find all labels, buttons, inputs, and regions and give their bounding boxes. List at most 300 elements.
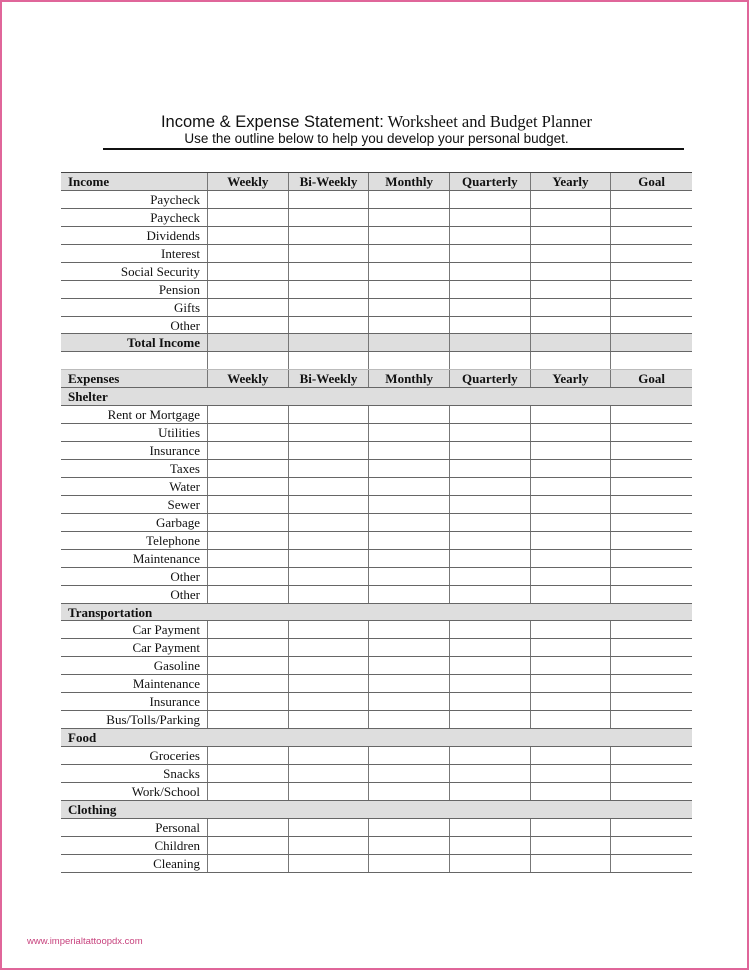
category-fill <box>531 604 612 621</box>
amount-cell[interactable] <box>289 209 370 226</box>
amount-cell[interactable] <box>531 245 612 262</box>
amount-cell[interactable] <box>208 639 289 656</box>
amount-cell[interactable] <box>531 496 612 513</box>
table-row <box>61 460 692 478</box>
amount-cell[interactable] <box>450 819 531 836</box>
amount-cell[interactable] <box>289 245 370 262</box>
amount-cell[interactable] <box>289 299 370 316</box>
amount-cell[interactable] <box>208 496 289 513</box>
amount-cell[interactable] <box>450 568 531 585</box>
amount-cell[interactable] <box>289 191 370 208</box>
amount-cell[interactable] <box>531 209 612 226</box>
table-row <box>61 209 692 227</box>
table-row <box>61 621 692 639</box>
amount-cell[interactable] <box>208 621 289 638</box>
category-fill <box>289 801 370 818</box>
column-header: Quarterly <box>450 173 531 190</box>
amount-cell[interactable] <box>531 855 612 872</box>
category-fill <box>369 729 450 746</box>
amount-cell[interactable] <box>611 334 692 351</box>
amount-cell[interactable] <box>369 586 450 603</box>
category-fill <box>289 604 370 621</box>
amount-cell[interactable] <box>531 263 612 280</box>
amount-cell[interactable] <box>450 550 531 567</box>
row-label: Utilities <box>61 424 208 441</box>
category-fill <box>450 729 531 746</box>
amount-cell[interactable] <box>289 334 370 351</box>
amount-cell[interactable] <box>450 406 531 423</box>
table-row <box>61 747 692 765</box>
row-label: Maintenance <box>61 675 208 692</box>
title-secondary: Worksheet and Budget Planner <box>387 112 593 131</box>
amount-cell[interactable] <box>208 227 289 244</box>
category-fill <box>208 801 289 818</box>
amount-cell[interactable] <box>611 783 692 800</box>
amount-cell[interactable] <box>531 837 612 854</box>
table-row <box>61 550 692 568</box>
amount-cell[interactable] <box>531 639 612 656</box>
category-fill <box>208 729 289 746</box>
amount-cell[interactable] <box>531 675 612 692</box>
amount-cell[interactable] <box>369 747 450 764</box>
amount-cell[interactable] <box>450 783 531 800</box>
category-row <box>61 388 692 406</box>
amount-cell[interactable] <box>450 263 531 280</box>
amount-cell[interactable] <box>289 352 370 369</box>
amount-cell[interactable] <box>611 514 692 531</box>
amount-cell[interactable] <box>611 693 692 710</box>
amount-cell[interactable] <box>369 245 450 262</box>
amount-cell[interactable] <box>208 209 289 226</box>
amount-cell[interactable] <box>208 568 289 585</box>
amount-cell[interactable] <box>450 747 531 764</box>
amount-cell[interactable] <box>369 478 450 495</box>
category-fill <box>611 729 692 746</box>
amount-cell[interactable] <box>531 532 612 549</box>
row-label: Social Security <box>61 263 208 280</box>
title-main: Income & Expense Statement: <box>160 113 384 131</box>
row-label: Expenses <box>61 370 208 387</box>
amount-cell[interactable] <box>611 621 692 638</box>
amount-cell[interactable] <box>369 532 450 549</box>
column-header: Goal <box>638 371 665 387</box>
amount-cell[interactable] <box>289 621 370 638</box>
amount-cell[interactable] <box>531 478 612 495</box>
amount-cell[interactable] <box>369 334 450 351</box>
amount-cell[interactable] <box>531 819 612 836</box>
amount-cell[interactable] <box>369 765 450 782</box>
row-label: Other <box>61 317 208 334</box>
row-label: Gasoline <box>61 657 208 674</box>
amount-cell[interactable] <box>289 532 370 549</box>
amount-cell[interactable] <box>531 711 612 728</box>
table-row <box>61 693 692 711</box>
table-row <box>61 711 692 729</box>
amount-cell[interactable] <box>531 191 612 208</box>
amount-cell[interactable] <box>531 657 612 674</box>
category-fill <box>611 604 692 621</box>
row-label: Rent or Mortgage <box>61 406 208 423</box>
amount-cell[interactable] <box>611 639 692 656</box>
table-row <box>61 317 692 335</box>
row-label: Water <box>61 478 208 495</box>
table-row <box>61 657 692 675</box>
table-row <box>61 568 692 586</box>
amount-cell[interactable] <box>208 281 289 298</box>
amount-cell[interactable] <box>531 334 612 351</box>
amount-cell[interactable] <box>450 496 531 513</box>
amount-cell[interactable] <box>208 693 289 710</box>
row-label: Personal <box>61 819 208 836</box>
amount-cell[interactable] <box>289 568 370 585</box>
amount-cell[interactable] <box>531 514 612 531</box>
amount-cell[interactable] <box>611 747 692 764</box>
amount-cell[interactable] <box>531 621 612 638</box>
amount-cell[interactable] <box>369 855 450 872</box>
amount-cell[interactable] <box>208 317 289 334</box>
amount-cell[interactable] <box>450 424 531 441</box>
table-row <box>61 281 692 299</box>
amount-cell[interactable] <box>531 460 612 477</box>
row-label: Clothing <box>68 801 117 817</box>
category-row <box>61 801 692 819</box>
table-row <box>61 406 692 424</box>
amount-cell[interactable] <box>208 352 289 369</box>
amount-cell[interactable] <box>289 855 370 872</box>
row-label: Food <box>68 730 97 746</box>
amount-cell[interactable] <box>450 442 531 459</box>
amount-cell[interactable] <box>369 621 450 638</box>
amount-cell[interactable] <box>611 281 692 298</box>
row-label: Bus/Tolls/Parking <box>61 711 208 728</box>
amount-cell[interactable] <box>208 550 289 567</box>
amount-cell[interactable] <box>611 550 692 567</box>
amount-cell[interactable] <box>611 263 692 280</box>
amount-cell[interactable] <box>289 317 370 334</box>
row-label <box>61 352 208 369</box>
row-label: Sewer <box>61 496 208 513</box>
amount-cell[interactable] <box>369 514 450 531</box>
amount-cell[interactable] <box>208 406 289 423</box>
amount-cell[interactable] <box>450 675 531 692</box>
row-label: Dividends <box>61 227 208 244</box>
row-label: Shelter <box>68 389 108 405</box>
amount-cell[interactable] <box>289 765 370 782</box>
amount-cell[interactable] <box>531 299 612 316</box>
amount-cell[interactable] <box>289 550 370 567</box>
row-label: Snacks <box>61 765 208 782</box>
amount-cell[interactable] <box>289 711 370 728</box>
amount-cell[interactable] <box>369 281 450 298</box>
category-fill <box>450 604 531 621</box>
amount-cell[interactable] <box>611 711 692 728</box>
table-row <box>61 532 692 550</box>
amount-cell[interactable] <box>208 460 289 477</box>
table-row <box>61 783 692 801</box>
table-row <box>61 245 692 263</box>
row-label: Insurance <box>61 442 208 459</box>
amount-cell[interactable] <box>289 496 370 513</box>
row-label: Car Payment <box>61 621 208 638</box>
amount-cell[interactable] <box>531 406 612 423</box>
amount-cell[interactable] <box>289 478 370 495</box>
amount-cell[interactable] <box>208 334 289 351</box>
amount-cell[interactable] <box>531 747 612 764</box>
amount-cell[interactable] <box>369 783 450 800</box>
amount-cell[interactable] <box>450 711 531 728</box>
amount-cell[interactable] <box>531 693 612 710</box>
amount-cell[interactable] <box>450 352 531 369</box>
amount-cell[interactable] <box>531 586 612 603</box>
amount-cell[interactable] <box>450 621 531 638</box>
amount-cell[interactable] <box>611 299 692 316</box>
page-title <box>2 112 749 132</box>
amount-cell[interactable] <box>450 460 531 477</box>
column-header: Bi-Weekly <box>289 370 370 387</box>
amount-cell[interactable] <box>208 819 289 836</box>
amount-cell[interactable] <box>450 299 531 316</box>
amount-cell[interactable] <box>450 227 531 244</box>
amount-cell[interactable] <box>611 191 692 208</box>
amount-cell[interactable] <box>208 837 289 854</box>
row-label: Cleaning <box>61 855 208 872</box>
amount-cell[interactable] <box>531 317 612 334</box>
amount-cell[interactable] <box>289 442 370 459</box>
amount-cell[interactable] <box>531 227 612 244</box>
amount-cell[interactable] <box>208 747 289 764</box>
row-label: Garbage <box>61 514 208 531</box>
amount-cell[interactable] <box>289 460 370 477</box>
amount-cell[interactable] <box>289 586 370 603</box>
amount-cell[interactable] <box>289 514 370 531</box>
amount-cell[interactable] <box>369 657 450 674</box>
amount-cell[interactable] <box>369 317 450 334</box>
row-label: Interest <box>61 245 208 262</box>
amount-cell[interactable] <box>208 765 289 782</box>
amount-cell[interactable] <box>289 227 370 244</box>
budget-table <box>61 172 692 873</box>
amount-cell[interactable] <box>289 406 370 423</box>
category-fill <box>289 729 370 746</box>
amount-cell[interactable] <box>611 765 692 782</box>
page-subtitle: Use the outline below to help you develop your personal budget. <box>184 131 569 146</box>
amount-cell[interactable] <box>611 675 692 692</box>
amount-cell[interactable] <box>289 693 370 710</box>
amount-cell[interactable] <box>208 675 289 692</box>
amount-cell[interactable] <box>611 586 692 603</box>
amount-cell[interactable] <box>369 442 450 459</box>
column-header: Bi-Weekly <box>289 173 370 190</box>
amount-cell[interactable] <box>289 675 370 692</box>
amount-cell[interactable] <box>369 263 450 280</box>
amount-cell[interactable] <box>611 532 692 549</box>
amount-cell[interactable] <box>611 227 692 244</box>
amount-cell[interactable] <box>450 532 531 549</box>
column-header: Yearly <box>531 370 612 387</box>
amount-cell[interactable] <box>611 317 692 334</box>
amount-cell[interactable] <box>289 783 370 800</box>
amount-cell[interactable] <box>611 837 692 854</box>
amount-cell[interactable] <box>450 209 531 226</box>
amount-cell[interactable] <box>450 657 531 674</box>
spacer-row <box>61 352 692 370</box>
amount-cell[interactable] <box>208 514 289 531</box>
amount-cell[interactable] <box>208 855 289 872</box>
amount-cell[interactable] <box>289 263 370 280</box>
amount-cell[interactable] <box>611 352 692 369</box>
amount-cell[interactable] <box>611 496 692 513</box>
table-row <box>61 191 692 209</box>
category-row <box>61 729 692 747</box>
amount-cell[interactable] <box>369 639 450 656</box>
amount-cell[interactable] <box>208 424 289 441</box>
amount-cell[interactable] <box>450 837 531 854</box>
amount-cell[interactable] <box>531 442 612 459</box>
amount-cell[interactable] <box>289 639 370 656</box>
amount-cell[interactable] <box>611 424 692 441</box>
category-fill <box>369 801 450 818</box>
amount-cell[interactable] <box>208 586 289 603</box>
amount-cell[interactable] <box>369 693 450 710</box>
title-divider <box>103 148 684 150</box>
column-header: Yearly <box>531 173 612 190</box>
amount-cell[interactable] <box>531 765 612 782</box>
amount-cell[interactable] <box>369 837 450 854</box>
category-fill <box>369 388 450 405</box>
amount-cell[interactable] <box>531 783 612 800</box>
amount-cell[interactable] <box>611 442 692 459</box>
table-row <box>61 586 692 604</box>
amount-cell[interactable] <box>208 442 289 459</box>
table-row <box>61 675 692 693</box>
amount-cell[interactable] <box>289 747 370 764</box>
table-row <box>61 819 692 837</box>
amount-cell[interactable] <box>369 406 450 423</box>
amount-cell[interactable] <box>450 281 531 298</box>
amount-cell[interactable] <box>450 765 531 782</box>
amount-cell[interactable] <box>450 317 531 334</box>
column-header: Weekly <box>208 370 289 387</box>
amount-cell[interactable] <box>369 460 450 477</box>
total-row <box>61 334 692 352</box>
amount-cell[interactable] <box>450 586 531 603</box>
amount-cell[interactable] <box>611 478 692 495</box>
amount-cell[interactable] <box>450 478 531 495</box>
amount-cell[interactable] <box>208 783 289 800</box>
amount-cell[interactable] <box>450 245 531 262</box>
column-header: Monthly <box>369 173 450 190</box>
amount-cell[interactable] <box>611 460 692 477</box>
amount-cell[interactable] <box>289 837 370 854</box>
amount-cell[interactable] <box>369 496 450 513</box>
amount-cell[interactable] <box>450 514 531 531</box>
amount-cell[interactable] <box>611 568 692 585</box>
amount-cell[interactable] <box>450 191 531 208</box>
category-fill <box>208 604 289 621</box>
amount-cell[interactable] <box>208 245 289 262</box>
amount-cell[interactable] <box>208 711 289 728</box>
section-header-row <box>61 370 692 388</box>
amount-cell[interactable] <box>450 639 531 656</box>
category-fill <box>450 388 531 405</box>
amount-cell[interactable] <box>369 299 450 316</box>
amount-cell[interactable] <box>369 227 450 244</box>
table-row <box>61 478 692 496</box>
amount-cell[interactable] <box>450 334 531 351</box>
amount-cell[interactable] <box>289 424 370 441</box>
table-row <box>61 424 692 442</box>
amount-cell[interactable] <box>611 855 692 872</box>
amount-cell[interactable] <box>611 406 692 423</box>
table-row <box>61 496 692 514</box>
category-row <box>61 604 692 622</box>
amount-cell[interactable] <box>369 568 450 585</box>
section-header-row <box>61 173 692 191</box>
amount-cell[interactable] <box>531 352 612 369</box>
amount-cell[interactable] <box>369 191 450 208</box>
amount-cell[interactable] <box>369 819 450 836</box>
amount-cell[interactable] <box>450 693 531 710</box>
amount-cell[interactable] <box>208 299 289 316</box>
amount-cell[interactable] <box>611 245 692 262</box>
amount-cell[interactable] <box>369 550 450 567</box>
amount-cell[interactable] <box>531 550 612 567</box>
amount-cell[interactable] <box>289 819 370 836</box>
table-row <box>61 514 692 532</box>
row-label: Telephone <box>61 532 208 549</box>
category-fill <box>289 388 370 405</box>
row-label: Other <box>61 568 208 585</box>
amount-cell[interactable] <box>450 855 531 872</box>
row-label: Maintenance <box>61 550 208 567</box>
row-label: Income <box>61 173 208 190</box>
amount-cell[interactable] <box>531 424 612 441</box>
amount-cell[interactable] <box>369 711 450 728</box>
row-label: Paycheck <box>61 209 208 226</box>
amount-cell[interactable] <box>208 263 289 280</box>
amount-cell[interactable] <box>208 478 289 495</box>
amount-cell[interactable] <box>289 281 370 298</box>
row-label: Insurance <box>61 693 208 710</box>
amount-cell[interactable] <box>611 657 692 674</box>
amount-cell[interactable] <box>611 209 692 226</box>
category-fill <box>611 388 692 405</box>
category-fill <box>531 388 612 405</box>
column-header: Goal <box>638 174 665 189</box>
amount-cell[interactable] <box>289 657 370 674</box>
column-header: Weekly <box>208 173 289 190</box>
amount-cell[interactable] <box>208 532 289 549</box>
amount-cell[interactable] <box>531 568 612 585</box>
amount-cell[interactable] <box>369 424 450 441</box>
row-label: Car Payment <box>61 639 208 656</box>
row-label: Work/School <box>61 783 208 800</box>
amount-cell[interactable] <box>531 281 612 298</box>
row-label: Children <box>61 837 208 854</box>
amount-cell[interactable] <box>208 657 289 674</box>
amount-cell[interactable] <box>369 675 450 692</box>
amount-cell[interactable] <box>369 352 450 369</box>
row-label: Taxes <box>61 460 208 477</box>
footer-watermark-url: www.imperialtattoopdx.com <box>27 936 143 947</box>
amount-cell[interactable] <box>208 191 289 208</box>
category-fill <box>611 801 692 818</box>
row-label: Total Income <box>61 334 208 351</box>
table-row <box>61 639 692 657</box>
amount-cell[interactable] <box>611 819 692 836</box>
row-label: Transportation <box>68 604 153 620</box>
amount-cell[interactable] <box>369 209 450 226</box>
